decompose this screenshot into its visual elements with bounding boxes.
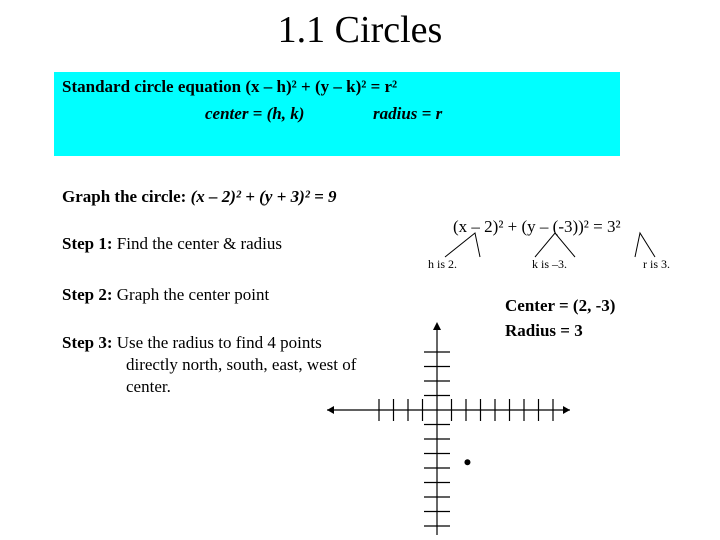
callout-h [445,233,480,257]
step-2-text: Graph the center point [116,285,270,304]
callout-r [635,233,655,257]
x-axis-arrow-right [563,406,570,414]
graph-prompt-equation: (x – 2)² + (y + 3)² = 9 [190,187,337,206]
graph-prompt-label: Graph the circle: [62,187,187,206]
annotation-k: k is –3. [532,257,568,271]
rewritten-equation: (x – 2)² + (y – (-3))² = 3² [453,217,621,236]
x-axis-arrow-left [327,406,334,414]
center-result: Center = (2, -3) [505,296,616,315]
center-definition: center = (h, k) [205,104,305,123]
page-title: 1.1 Circles [277,9,443,51]
callout-k [535,233,575,257]
step-2-label: Step 2: [62,285,113,304]
annotation-h: h is 2. [428,257,458,271]
center-point [464,459,470,465]
standard-equation: Standard circle equation (x – h)² + (y – k)² = r² [62,77,398,96]
annotation-callouts [445,233,655,257]
radius-definition: radius = r [373,104,443,123]
radius-result: Radius = 3 [505,321,583,340]
coordinate-axes [327,322,570,535]
step-1-label: Step 1: [62,234,113,253]
step-3-label: Step 3: [62,333,113,352]
step-3-text: Use the radius to find 4 points [116,333,322,352]
annotation-r: r is 3. [643,257,670,271]
step-3-continuation: directly north, south, east, west of center. [126,355,357,396]
step-1-text: Find the center & radius [116,234,283,253]
axis-ticks [379,352,553,526]
y-axis-arrow-up [433,322,441,330]
